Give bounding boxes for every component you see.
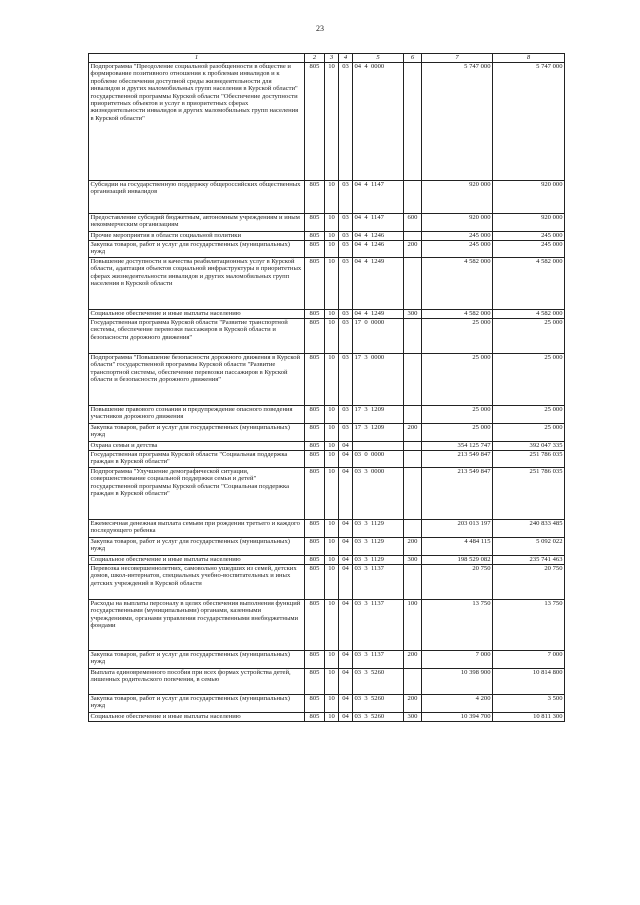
row-name-cell: Субсидии на государственную поддержку общероссийских общественных организаций инвалидов xyxy=(89,181,305,214)
column-header: 5 xyxy=(353,54,404,63)
table-row xyxy=(89,63,565,181)
row-name-cell: Государственная программа Курской области "Развитие транспортной системы, обеспечение перевозки пассажиров в Курской области и безопасности дорожного движения" xyxy=(89,319,305,354)
ministry-code-cell: 805 xyxy=(305,695,325,713)
target-article-cell xyxy=(353,442,404,451)
amount-year-1-cell: 7 000 xyxy=(422,651,493,669)
expense-type-cell xyxy=(404,319,422,354)
amount-year-1-cell: 354 125 747 xyxy=(422,442,493,451)
expense-type-cell xyxy=(404,565,422,600)
table-row xyxy=(89,651,565,669)
section-code-cell: 10 xyxy=(325,713,339,722)
section-code-cell: 10 xyxy=(325,565,339,600)
section-code-cell: 10 xyxy=(325,442,339,451)
target-article-cell: 03 3 5260 xyxy=(353,695,404,713)
row-name-cell: Повышение доступности и качества реабилитационных услуг в Курской области, адаптация объектов социальной инфраструктуры в приоритетных сферах жизнедеятельности инвалидов и других маломобильных групп населения в Курской области xyxy=(89,258,305,310)
amount-year-1-cell: 245 000 xyxy=(422,232,493,241)
table-row xyxy=(89,181,565,214)
target-article-cell: 03 3 5260 xyxy=(353,669,404,695)
amount-year-2-cell: 245 000 xyxy=(493,232,565,241)
ministry-code-cell: 805 xyxy=(305,442,325,451)
amount-year-2-cell: 235 741 463 xyxy=(493,556,565,565)
target-article-cell: 04 4 1246 xyxy=(353,241,404,258)
row-name-cell: Прочие мероприятия в области социальной политики xyxy=(89,232,305,241)
ministry-code-cell: 805 xyxy=(305,468,325,520)
expense-type-cell: 300 xyxy=(404,713,422,722)
row-name-cell: Перевозка несовершеннолетних, самовольно ушедших из семей, детских домов, школ-интернатов, специальных учебно-воспитательных и иных детских учреждений в Курской области xyxy=(89,565,305,600)
amount-year-2-cell: 10 811 300 xyxy=(493,713,565,722)
budget-table xyxy=(88,53,565,722)
table-row xyxy=(89,442,565,451)
table-row xyxy=(89,600,565,651)
amount-year-2-cell: 7 000 xyxy=(493,651,565,669)
target-article-cell: 17 3 1209 xyxy=(353,406,404,424)
table-row xyxy=(89,520,565,538)
column-header: 4 xyxy=(339,54,353,63)
amount-year-2-cell: 25 000 xyxy=(493,319,565,354)
target-article-cell: 04 4 1147 xyxy=(353,181,404,214)
row-name-cell: Подпрограмма "Повышение безопасности дорожного движения в Курской области" государственной программы Курской области "Развитие транспортной системы, обеспечение перевозки пассажиров в Курской области и безопасности дорожного движения" xyxy=(89,354,305,406)
ministry-code-cell: 805 xyxy=(305,406,325,424)
amount-year-1-cell: 10 398 900 xyxy=(422,669,493,695)
section-code-cell: 10 xyxy=(325,651,339,669)
ministry-code-cell: 805 xyxy=(305,713,325,722)
table-row xyxy=(89,424,565,442)
amount-year-2-cell: 3 500 xyxy=(493,695,565,713)
table-header-row xyxy=(89,54,565,63)
ministry-code-cell: 805 xyxy=(305,310,325,319)
subsection-code-cell: 03 xyxy=(339,319,353,354)
table-row xyxy=(89,258,565,310)
section-code-cell: 10 xyxy=(325,232,339,241)
expense-type-cell xyxy=(404,354,422,406)
amount-year-1-cell: 920 000 xyxy=(422,181,493,214)
row-name-cell: Предоставление субсидий бюджетным, автономным учреждениям и иным некоммерческим организациям xyxy=(89,214,305,232)
section-code-cell: 10 xyxy=(325,241,339,258)
expense-type-cell xyxy=(404,181,422,214)
table-row xyxy=(89,232,565,241)
section-code-cell: 10 xyxy=(325,258,339,310)
table-row xyxy=(89,556,565,565)
column-header: 8 xyxy=(493,54,565,63)
ministry-code-cell: 805 xyxy=(305,538,325,556)
row-name-cell: Социальное обеспечение и иные выплаты населению xyxy=(89,713,305,722)
section-code-cell: 10 xyxy=(325,406,339,424)
ministry-code-cell: 805 xyxy=(305,214,325,232)
expense-type-cell: 300 xyxy=(404,556,422,565)
amount-year-2-cell: 251 786 035 xyxy=(493,451,565,468)
amount-year-1-cell: 4 582 000 xyxy=(422,258,493,310)
section-code-cell: 10 xyxy=(325,181,339,214)
amount-year-2-cell: 25 000 xyxy=(493,424,565,442)
table-row xyxy=(89,468,565,520)
amount-year-1-cell: 20 750 xyxy=(422,565,493,600)
amount-year-2-cell: 25 000 xyxy=(493,354,565,406)
row-name-cell: Закупка товаров, работ и услуг для государственных (муниципальных) нужд xyxy=(89,651,305,669)
table-row xyxy=(89,451,565,468)
target-article-cell: 03 3 1129 xyxy=(353,520,404,538)
expense-type-cell xyxy=(404,406,422,424)
amount-year-1-cell: 245 000 xyxy=(422,241,493,258)
amount-year-2-cell: 4 582 000 xyxy=(493,258,565,310)
amount-year-1-cell: 25 000 xyxy=(422,424,493,442)
row-name-cell: Подпрограмма "Преодоление социальной разобщенности в обществе и формирование позитивного отношения к проблемам инвалидов и к проблеме обеспечения доступной среды жизнедеятельности для инвалидов и других маломобильных групп населения в Курской области" государственной программы Курской области "Обеспечение доступности приоритетных объектов и услуг в приоритетных сферах жизнедеятельности инвалидов и других маломобильных групп населения в Курской области" xyxy=(89,63,305,181)
amount-year-2-cell: 20 750 xyxy=(493,565,565,600)
amount-year-1-cell: 25 000 xyxy=(422,406,493,424)
subsection-code-cell: 04 xyxy=(339,565,353,600)
ministry-code-cell: 805 xyxy=(305,651,325,669)
table-row xyxy=(89,669,565,695)
expense-type-cell xyxy=(404,442,422,451)
target-article-cell: 04 4 0000 xyxy=(353,63,404,181)
amount-year-2-cell: 392 047 335 xyxy=(493,442,565,451)
amount-year-1-cell: 213 549 847 xyxy=(422,468,493,520)
column-header: 2 xyxy=(305,54,325,63)
ministry-code-cell: 805 xyxy=(305,451,325,468)
subsection-code-cell: 03 xyxy=(339,406,353,424)
subsection-code-cell: 04 xyxy=(339,468,353,520)
expense-type-cell xyxy=(404,520,422,538)
ministry-code-cell: 805 xyxy=(305,258,325,310)
subsection-code-cell: 03 xyxy=(339,354,353,406)
subsection-code-cell: 04 xyxy=(339,713,353,722)
target-article-cell: 04 4 1249 xyxy=(353,310,404,319)
subsection-code-cell: 04 xyxy=(339,651,353,669)
page-number: 23 xyxy=(316,24,324,33)
section-code-cell: 10 xyxy=(325,468,339,520)
ministry-code-cell: 805 xyxy=(305,565,325,600)
amount-year-1-cell: 4 484 115 xyxy=(422,538,493,556)
target-article-cell: 03 3 1137 xyxy=(353,600,404,651)
section-code-cell: 10 xyxy=(325,214,339,232)
row-name-cell: Повышение правового сознания и предупреждение опасного поведения участников дорожного движения xyxy=(89,406,305,424)
expense-type-cell xyxy=(404,63,422,181)
expense-type-cell xyxy=(404,669,422,695)
amount-year-2-cell: 251 786 035 xyxy=(493,468,565,520)
subsection-code-cell: 04 xyxy=(339,520,353,538)
amount-year-2-cell: 13 750 xyxy=(493,600,565,651)
amount-year-1-cell: 920 000 xyxy=(422,214,493,232)
section-code-cell: 10 xyxy=(325,451,339,468)
target-article-cell: 04 4 1249 xyxy=(353,258,404,310)
section-code-cell: 10 xyxy=(325,63,339,181)
table-row xyxy=(89,538,565,556)
amount-year-2-cell: 5 092 022 xyxy=(493,538,565,556)
expense-type-cell: 300 xyxy=(404,310,422,319)
expense-type-cell xyxy=(404,258,422,310)
subsection-code-cell: 04 xyxy=(339,538,353,556)
section-code-cell: 10 xyxy=(325,354,339,406)
section-code-cell: 10 xyxy=(325,556,339,565)
column-header: 3 xyxy=(325,54,339,63)
amount-year-2-cell: 10 814 800 xyxy=(493,669,565,695)
amount-year-2-cell: 240 833 485 xyxy=(493,520,565,538)
table-row xyxy=(89,319,565,354)
expense-type-cell xyxy=(404,451,422,468)
section-code-cell: 10 xyxy=(325,538,339,556)
expense-type-cell xyxy=(404,232,422,241)
column-header: 1 xyxy=(89,54,305,63)
row-name-cell: Социальное обеспечение и иные выплаты населению xyxy=(89,556,305,565)
ministry-code-cell: 805 xyxy=(305,600,325,651)
subsection-code-cell: 03 xyxy=(339,63,353,181)
section-code-cell: 10 xyxy=(325,424,339,442)
row-name-cell: Расходы на выплаты персоналу в целях обеспечения выполнения функций государственными (муниципальными) органами, казенными учреждениями, органами управления государственными внебюджетными фондами xyxy=(89,600,305,651)
table-row xyxy=(89,214,565,232)
table-row xyxy=(89,406,565,424)
table-row xyxy=(89,241,565,258)
amount-year-1-cell: 198 529 082 xyxy=(422,556,493,565)
section-code-cell: 10 xyxy=(325,319,339,354)
subsection-code-cell: 03 xyxy=(339,258,353,310)
section-code-cell: 10 xyxy=(325,695,339,713)
row-name-cell: Закупка товаров, работ и услуг для государственных (муниципальных) нужд xyxy=(89,695,305,713)
expense-type-cell: 200 xyxy=(404,241,422,258)
subsection-code-cell: 04 xyxy=(339,600,353,651)
ministry-code-cell: 805 xyxy=(305,241,325,258)
row-name-cell: Охрана семьи и детства xyxy=(89,442,305,451)
subsection-code-cell: 04 xyxy=(339,451,353,468)
expense-type-cell: 200 xyxy=(404,538,422,556)
target-article-cell: 17 3 1209 xyxy=(353,424,404,442)
row-name-cell: Закупка товаров, работ и услуг для государственных (муниципальных) нужд xyxy=(89,241,305,258)
target-article-cell: 03 3 5260 xyxy=(353,713,404,722)
target-article-cell: 04 4 1147 xyxy=(353,214,404,232)
subsection-code-cell: 04 xyxy=(339,442,353,451)
table-row xyxy=(89,354,565,406)
table-row xyxy=(89,713,565,722)
column-header: 7 xyxy=(422,54,493,63)
column-header: 6 xyxy=(404,54,422,63)
target-article-cell: 17 3 0000 xyxy=(353,354,404,406)
amount-year-1-cell: 213 549 847 xyxy=(422,451,493,468)
table-body xyxy=(89,63,565,722)
target-article-cell: 03 3 1137 xyxy=(353,651,404,669)
ministry-code-cell: 805 xyxy=(305,232,325,241)
target-article-cell: 17 0 0000 xyxy=(353,319,404,354)
row-name-cell: Закупка товаров, работ и услуг для государственных (муниципальных) нужд xyxy=(89,424,305,442)
ministry-code-cell: 805 xyxy=(305,520,325,538)
subsection-code-cell: 04 xyxy=(339,695,353,713)
ministry-code-cell: 805 xyxy=(305,556,325,565)
amount-year-2-cell: 4 582 000 xyxy=(493,310,565,319)
subsection-code-cell: 03 xyxy=(339,424,353,442)
row-name-cell: Выплата единовременного пособия при всех формах устройства детей, лишенных родительского попечения, в семью xyxy=(89,669,305,695)
expense-type-cell: 100 xyxy=(404,600,422,651)
ministry-code-cell: 805 xyxy=(305,424,325,442)
amount-year-2-cell: 25 000 xyxy=(493,406,565,424)
section-code-cell: 10 xyxy=(325,600,339,651)
subsection-code-cell: 03 xyxy=(339,181,353,214)
amount-year-1-cell: 4 582 000 xyxy=(422,310,493,319)
expense-type-cell: 200 xyxy=(404,424,422,442)
target-article-cell: 03 3 1129 xyxy=(353,556,404,565)
section-code-cell: 10 xyxy=(325,310,339,319)
row-name-cell: Подпрограмма "Улучшение демографической ситуации, совершенствование социальной поддержки семьи и детей" государственной программы Курской области "Социальная поддержка граждан в Курской области" xyxy=(89,468,305,520)
target-article-cell: 04 4 1246 xyxy=(353,232,404,241)
subsection-code-cell: 04 xyxy=(339,556,353,565)
expense-type-cell: 200 xyxy=(404,695,422,713)
subsection-code-cell: 04 xyxy=(339,669,353,695)
amount-year-1-cell: 25 000 xyxy=(422,319,493,354)
target-article-cell: 03 3 1137 xyxy=(353,565,404,600)
row-name-cell: Закупка товаров, работ и услуг для государственных (муниципальных) нужд xyxy=(89,538,305,556)
row-name-cell: Государственная программа Курской области "Социальная поддержка граждан в Курской области" xyxy=(89,451,305,468)
amount-year-2-cell: 920 000 xyxy=(493,214,565,232)
target-article-cell: 03 0 0000 xyxy=(353,451,404,468)
row-name-cell: Ежемесячная денежная выплата семьям при рождении третьего и каждого последующего ребенка xyxy=(89,520,305,538)
table-row xyxy=(89,695,565,713)
table-row xyxy=(89,565,565,600)
expense-type-cell: 600 xyxy=(404,214,422,232)
target-article-cell: 03 3 1129 xyxy=(353,538,404,556)
amount-year-2-cell: 5 747 000 xyxy=(493,63,565,181)
subsection-code-cell: 03 xyxy=(339,241,353,258)
amount-year-1-cell: 203 013 197 xyxy=(422,520,493,538)
amount-year-1-cell: 13 750 xyxy=(422,600,493,651)
row-name-cell: Социальное обеспечение и иные выплаты населению xyxy=(89,310,305,319)
section-code-cell: 10 xyxy=(325,520,339,538)
ministry-code-cell: 805 xyxy=(305,63,325,181)
amount-year-1-cell: 10 394 700 xyxy=(422,713,493,722)
amount-year-1-cell: 25 000 xyxy=(422,354,493,406)
expense-type-cell xyxy=(404,468,422,520)
amount-year-2-cell: 245 000 xyxy=(493,241,565,258)
ministry-code-cell: 805 xyxy=(305,181,325,214)
target-article-cell: 03 3 0000 xyxy=(353,468,404,520)
ministry-code-cell: 805 xyxy=(305,319,325,354)
amount-year-1-cell: 5 747 000 xyxy=(422,63,493,181)
section-code-cell: 10 xyxy=(325,669,339,695)
amount-year-2-cell: 920 000 xyxy=(493,181,565,214)
subsection-code-cell: 03 xyxy=(339,232,353,241)
amount-year-1-cell: 4 200 xyxy=(422,695,493,713)
subsection-code-cell: 03 xyxy=(339,214,353,232)
ministry-code-cell: 805 xyxy=(305,669,325,695)
ministry-code-cell: 805 xyxy=(305,354,325,406)
subsection-code-cell: 03 xyxy=(339,310,353,319)
table-row xyxy=(89,310,565,319)
expense-type-cell: 200 xyxy=(404,651,422,669)
